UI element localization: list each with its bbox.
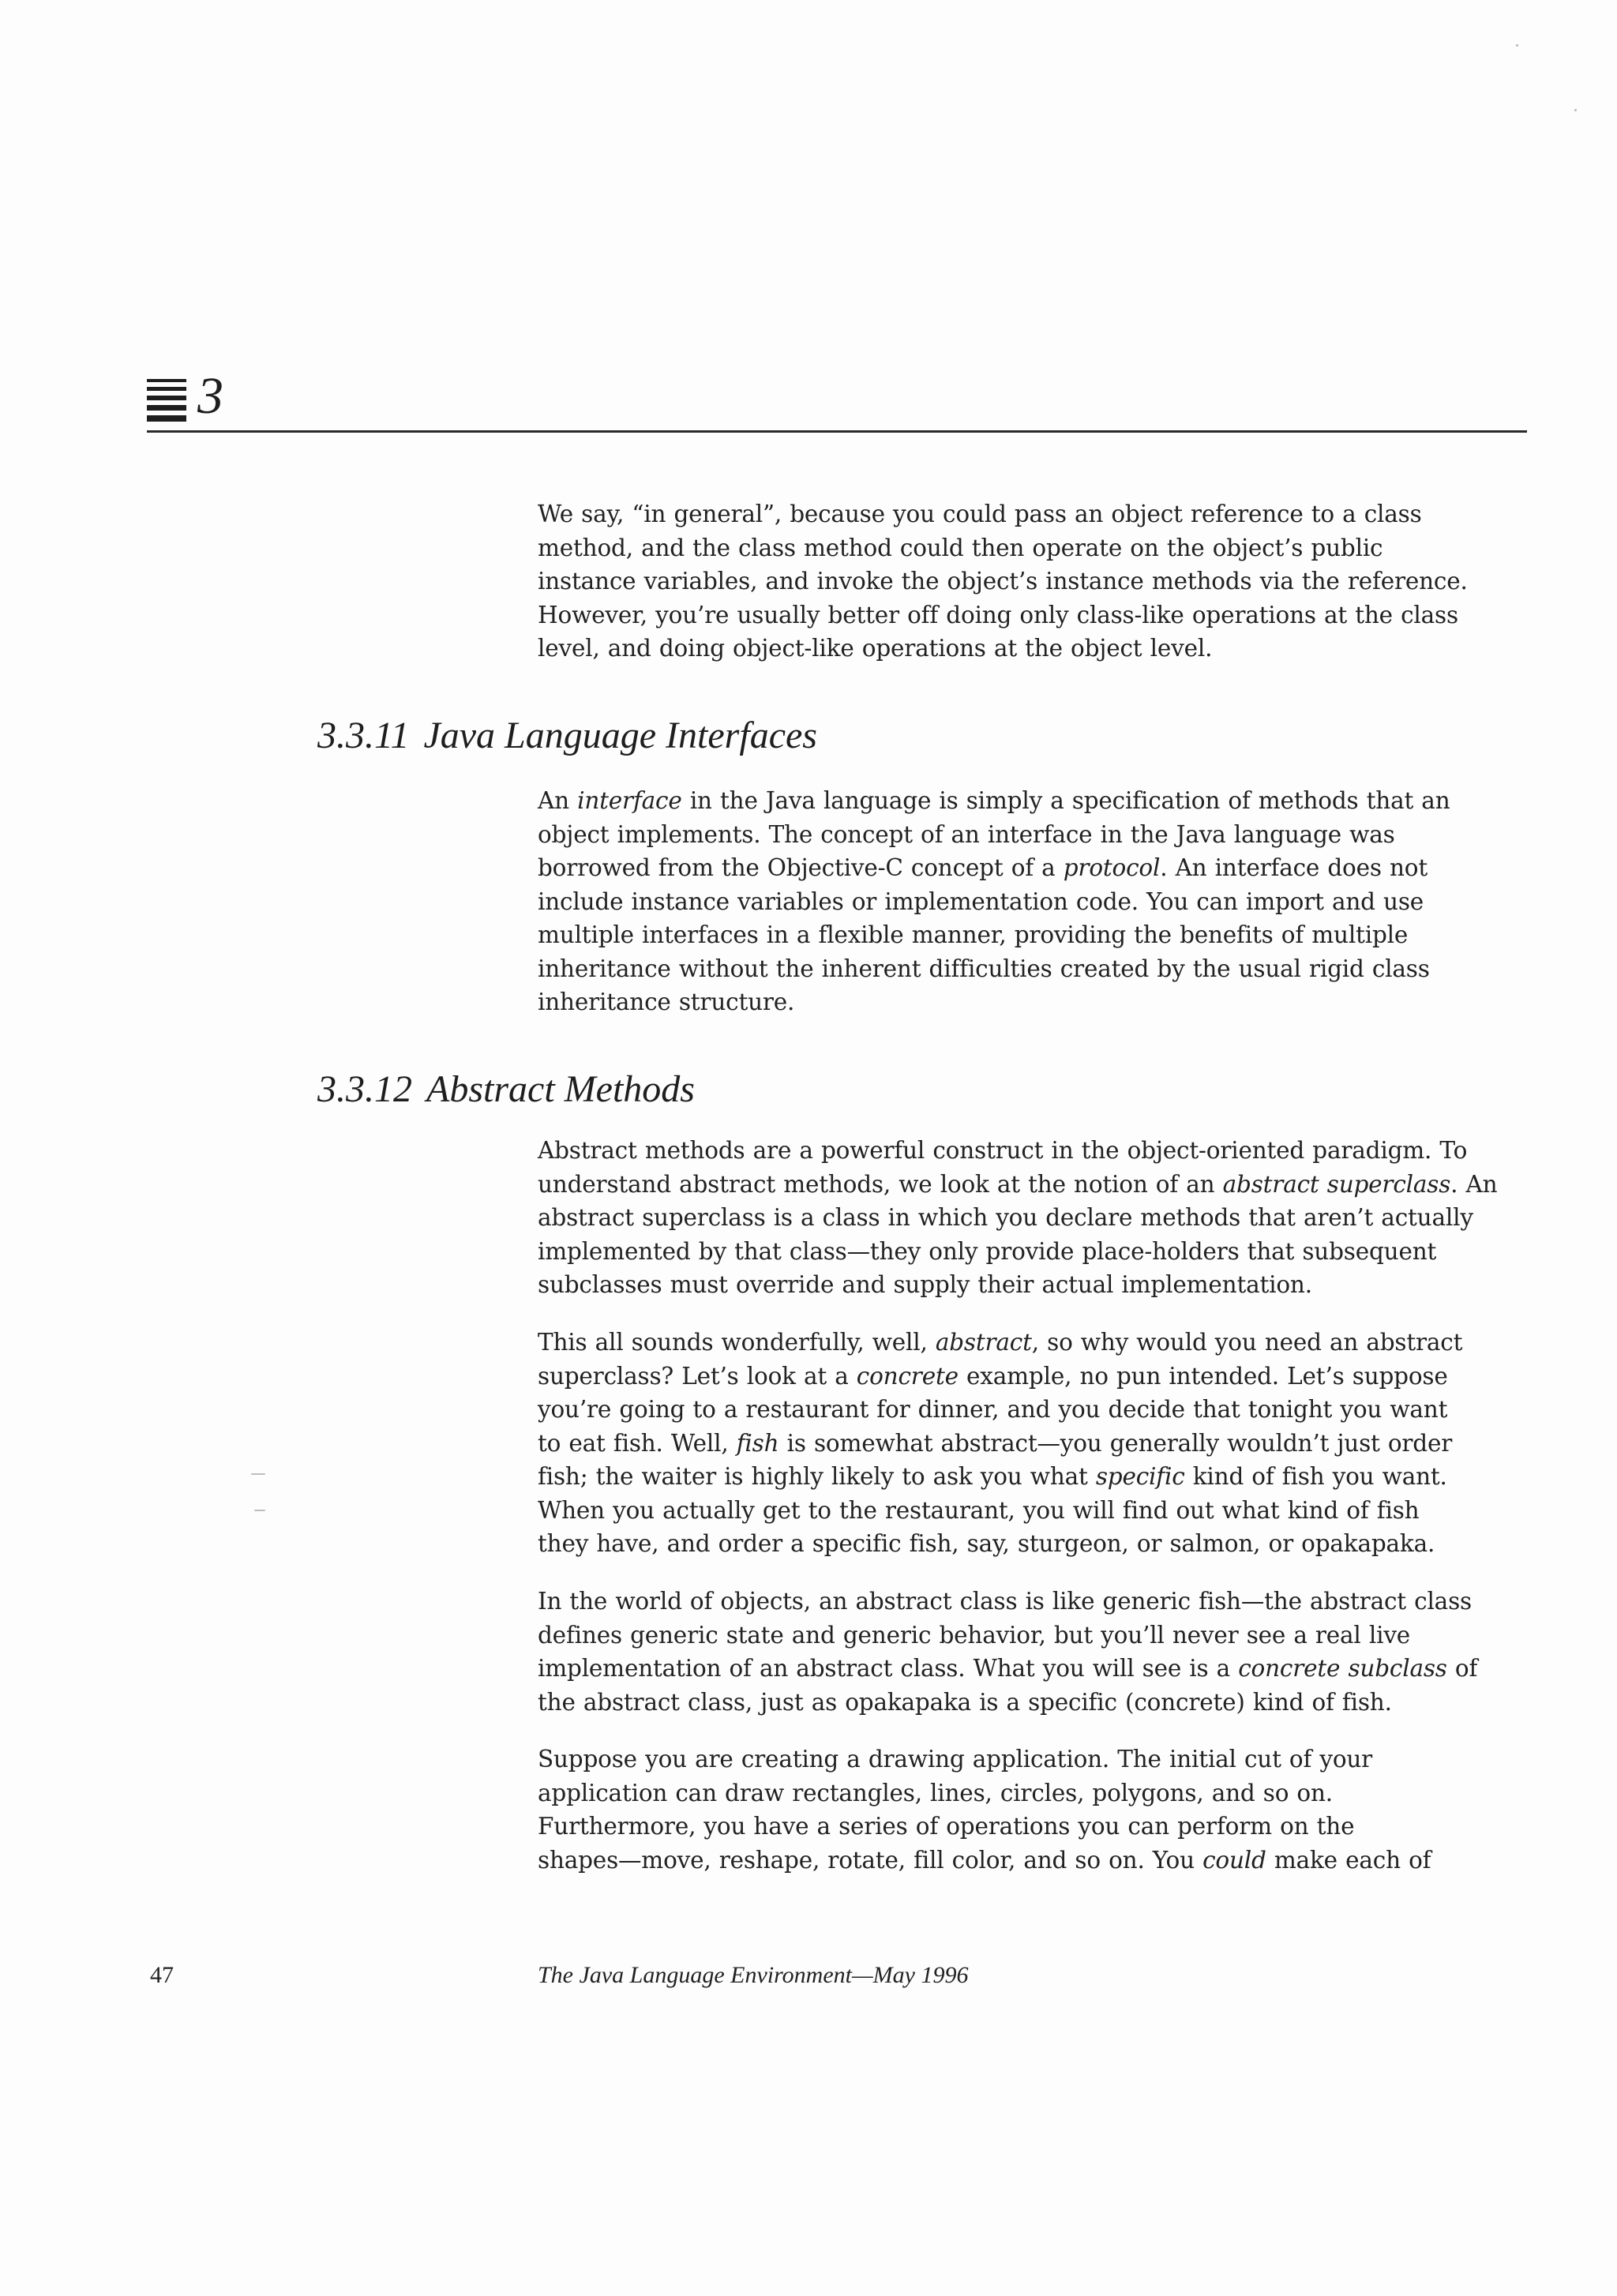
text-line: the abstract class, just as opakapaka is a specific (concrete) kind of fish. [538, 1688, 1392, 1716]
text-line: abstract superclass is a class in which you declare methods that aren’t actually [538, 1204, 1473, 1231]
text-line: borrowed from the Objective-C concept of a protocol. An interface does not [538, 854, 1428, 881]
header-rule [147, 430, 1527, 433]
section-heading-3-3-12 [317, 1066, 695, 1113]
section-title: Abstract Methods [426, 1068, 695, 1110]
scan-artifact [1516, 44, 1518, 47]
intro-paragraph [538, 497, 1533, 666]
section-number: 3.3.11 [317, 715, 410, 756]
chapter-number: 3 [197, 367, 223, 425]
emphasis: specific [1095, 1463, 1185, 1490]
text-line: shapes—move, reshape, rotate, fill color, and so on. You could make each of [538, 1846, 1431, 1874]
text-line: defines generic state and generic behavior, but you’ll never see a real live [538, 1621, 1411, 1649]
text-line: implemented by that class—they only provide place-holders that subsequent [538, 1237, 1437, 1265]
page-number: 47 [150, 1962, 174, 1988]
text-line: application can draw rectangles, lines, circles, polygons, and so on. [538, 1779, 1333, 1806]
scan-artifact [254, 1510, 265, 1511]
text-line: Furthermore, you have a series of operations you can perform on the [538, 1813, 1355, 1840]
abstract-paragraph-4 [538, 1743, 1533, 1877]
text-line: level, and doing object-like operations at the object level. [538, 635, 1213, 662]
text-line: to eat fish. Well, fish is somewhat abstract—you generally wouldn’t just order [538, 1429, 1453, 1457]
section-heading-3-3-11 [317, 712, 817, 760]
text-line: inheritance structure. [538, 989, 795, 1015]
text-line: implementation of an abstract class. What you will see is a concrete subclass of [538, 1655, 1478, 1682]
abstract-paragraph-2 [538, 1326, 1533, 1561]
text-line: superclass? Let’s look at a concrete example, no pun intended. Let’s suppose [538, 1362, 1448, 1390]
footer-title: The Java Language Environment—May 1996 [538, 1962, 969, 1988]
text-line: inheritance without the inherent difficulties created by the usual rigid class [538, 955, 1430, 982]
scan-artifact [1574, 109, 1577, 111]
emphasis: abstract [935, 1329, 1032, 1356]
section-title: Java Language Interfaces [423, 715, 817, 756]
text-line: you’re going to a restaurant for dinner, and you decide that tonight you want [538, 1396, 1448, 1423]
text-line: Abstract methods are a powerful construct in the object-oriented paradigm. To [538, 1137, 1468, 1164]
emphasis: concrete subclass [1238, 1655, 1447, 1682]
text-line: We say, “in general”, because you could pass an object reference to a class [538, 501, 1422, 527]
text-line: method, and the class method could then operate on the object’s public [538, 534, 1383, 561]
text-line: subclasses must override and supply their actual implementation. [538, 1271, 1312, 1298]
text-line: An interface in the Java language is simply a specification of methods that an [538, 787, 1450, 814]
text-line: object implements. The concept of an interface in the Java language was [538, 820, 1395, 848]
chapter-header [147, 365, 1527, 428]
abstract-paragraph-1 [538, 1134, 1533, 1302]
section-number: 3.3.12 [317, 1068, 412, 1110]
emphasis: abstract superclass [1222, 1170, 1451, 1198]
text-line: multiple interfaces in a flexible manner, providing the benefits of multiple [538, 921, 1409, 948]
emphasis: protocol [1063, 854, 1161, 881]
text-line: instance variables, and invoke the object’s instance methods via the reference. [538, 568, 1468, 595]
interfaces-paragraph [538, 784, 1533, 1019]
scan-artifact [251, 1473, 265, 1475]
text-line: include instance variables or implementation code. You can import and use [538, 887, 1424, 915]
chapter-marker-icon [147, 379, 186, 420]
emphasis: fish [736, 1429, 779, 1457]
emphasis: interface [577, 787, 682, 814]
text-line: However, you’re usually better off doing only class-like operations at the class [538, 601, 1458, 628]
text-line: fish; the waiter is highly likely to ask you what specific kind of fish you want. [538, 1463, 1447, 1490]
emphasis: could [1202, 1846, 1266, 1874]
text-line: understand abstract methods, we look at the notion of an abstract superclass. An [538, 1170, 1498, 1198]
text-line: This all sounds wonderfully, well, abstract, so why would you need an abstract [538, 1329, 1463, 1356]
text-line: they have, and order a specific fish, say, sturgeon, or salmon, or opakapaka. [538, 1530, 1435, 1557]
text-line: When you actually get to the restaurant, you will find out what kind of fish [538, 1496, 1420, 1524]
abstract-paragraph-3 [538, 1585, 1533, 1719]
emphasis: concrete [856, 1362, 959, 1390]
text-line: Suppose you are creating a drawing application. The initial cut of your [538, 1746, 1373, 1773]
text-line: In the world of objects, an abstract class is like generic fish—the abstract class [538, 1588, 1472, 1615]
